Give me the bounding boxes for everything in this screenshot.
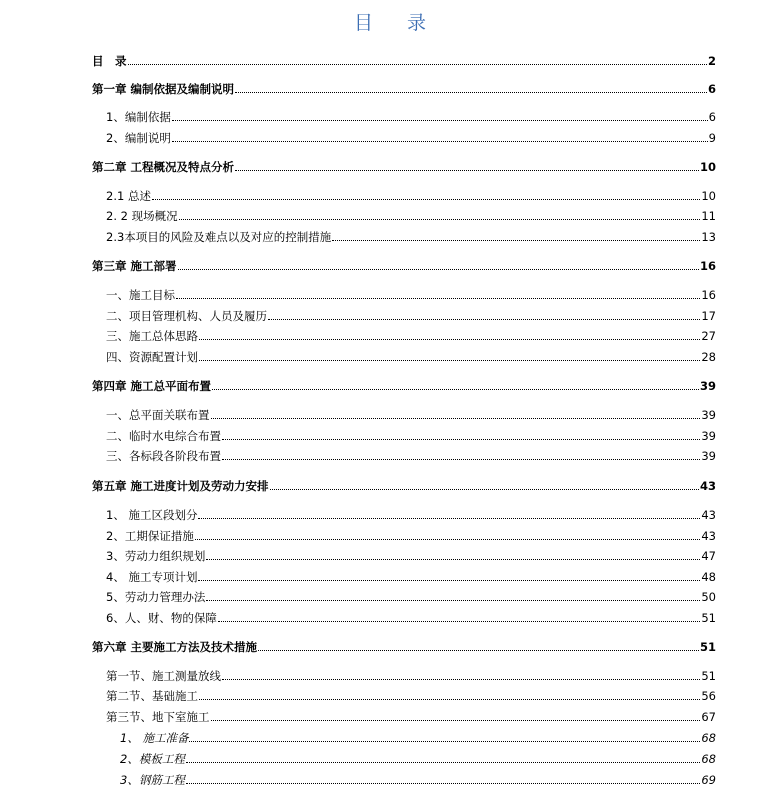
toc-entry-page-number: 51 xyxy=(701,611,716,625)
toc-entry[interactable] xyxy=(92,259,716,273)
toc-dot-leader xyxy=(189,740,700,742)
toc-entry[interactable] xyxy=(92,640,716,654)
toc-entry-page-number: 13 xyxy=(701,230,716,244)
toc-entry-text: 4、 施工专项计划 xyxy=(106,570,198,584)
toc-dot-leader xyxy=(222,678,700,680)
toc-entry[interactable] xyxy=(106,529,716,543)
toc-entry-page-number: 9 xyxy=(708,131,716,145)
toc-entry-text: 第三节、地下室施工 xyxy=(106,710,210,724)
toc-entry-text: 2、模板工程 xyxy=(120,752,185,766)
toc-dot-leader xyxy=(235,169,699,171)
toc-entry[interactable] xyxy=(106,611,716,625)
toc-entry[interactable] xyxy=(106,189,716,203)
toc-entry-page-number: 10 xyxy=(701,189,716,203)
toc-entry[interactable] xyxy=(106,549,716,563)
toc-entry-text: 第四章 施工总平面布置 xyxy=(92,379,212,393)
toc-entry-text: 一、总平面关联布置 xyxy=(106,408,210,422)
toc-entry-page-number: 39 xyxy=(699,379,716,393)
toc-dot-leader xyxy=(199,698,700,700)
toc-entry-text: 2.3本项目的风险及难点以及对应的控制措施 xyxy=(106,230,332,244)
toc-entry-page-number: 67 xyxy=(701,710,716,724)
toc-dot-leader xyxy=(211,417,701,419)
toc-dot-leader xyxy=(198,579,700,581)
toc-entry-page-number: 43 xyxy=(701,529,716,543)
toc-entry-page-number: 69 xyxy=(701,773,716,787)
toc-entry-page-number: 16 xyxy=(701,288,716,302)
toc-entry-page-number: 17 xyxy=(701,309,716,323)
toc-entry[interactable] xyxy=(106,710,716,724)
toc-entry-text: 5、劳动力管理办法 xyxy=(106,590,206,604)
toc-entry-text: 第六章 主要施工方法及技术措施 xyxy=(92,640,258,654)
toc-entry[interactable] xyxy=(106,131,716,145)
toc-entry-text: 3、劳动力组织规划 xyxy=(106,549,206,563)
toc-dot-leader xyxy=(222,458,700,460)
toc-entry[interactable] xyxy=(92,379,716,393)
toc-entry-page-number: 56 xyxy=(701,689,716,703)
toc-dot-leader xyxy=(270,488,699,490)
toc-entry-text: 2. 2 现场概况 xyxy=(106,209,178,223)
toc-dot-leader xyxy=(222,438,700,440)
toc-entry-text: 第一章 编制依据及编制说明 xyxy=(92,82,235,96)
toc-entry-page-number: 28 xyxy=(701,350,716,364)
toc-dot-leader xyxy=(199,359,700,361)
toc-dot-leader xyxy=(218,620,701,622)
toc-dot-leader xyxy=(186,761,701,763)
toc-entry-page-number: 39 xyxy=(701,429,716,443)
toc-entry[interactable] xyxy=(106,329,716,343)
toc-entry-text: 二、项目管理机构、人员及履历 xyxy=(106,309,267,323)
toc-dot-leader xyxy=(198,517,700,519)
toc-entry-page-number: 6 xyxy=(708,110,716,124)
toc-entry[interactable] xyxy=(106,309,716,323)
toc-entry-page-number: 27 xyxy=(701,329,716,343)
toc-dot-leader xyxy=(268,318,700,320)
toc-entry-page-number: 51 xyxy=(699,640,716,654)
toc-entry[interactable] xyxy=(106,590,716,604)
toc-entry-page-number: 48 xyxy=(701,570,716,584)
toc-entry-page-number: 39 xyxy=(701,408,716,422)
toc-entry[interactable] xyxy=(120,752,716,766)
toc-entry-text: 一、施工目标 xyxy=(106,288,175,302)
toc-entry-page-number: 10 xyxy=(699,160,716,174)
toc-entry[interactable] xyxy=(106,669,716,683)
toc-dot-leader xyxy=(195,538,701,540)
toc-dot-leader xyxy=(186,782,701,784)
toc-entry-page-number: 43 xyxy=(699,479,716,493)
toc-entry-page-number: 11 xyxy=(701,209,716,223)
toc-title: 目 录 xyxy=(353,12,441,34)
toc-entry-page-number: 43 xyxy=(701,508,716,522)
toc-dot-leader xyxy=(172,119,708,121)
toc-entry-text: 3、钢筋工程 xyxy=(120,773,185,787)
toc-entry[interactable] xyxy=(120,773,716,787)
toc-entry-text: 2.1 总述 xyxy=(106,189,151,203)
toc-entry[interactable] xyxy=(106,449,716,463)
toc-dot-leader xyxy=(178,268,699,270)
toc-entry[interactable] xyxy=(106,110,716,124)
toc-entry[interactable] xyxy=(106,570,716,584)
toc-entry-text: 2、编制说明 xyxy=(106,131,171,145)
toc-entry[interactable] xyxy=(106,689,716,703)
toc-entry[interactable] xyxy=(120,731,716,745)
toc-dot-leader xyxy=(128,63,707,65)
toc-dot-leader xyxy=(235,91,707,93)
toc-dot-leader xyxy=(206,599,700,601)
toc-entry[interactable] xyxy=(106,508,716,522)
toc-entry-text: 第二章 工程概况及特点分析 xyxy=(92,160,235,174)
toc-entry-page-number: 50 xyxy=(701,590,716,604)
toc-entry[interactable] xyxy=(106,350,716,364)
toc-entry[interactable] xyxy=(92,160,716,174)
toc-dot-leader xyxy=(206,558,700,560)
toc-entry-text: 四、资源配置计划 xyxy=(106,350,198,364)
toc-dot-leader xyxy=(176,297,700,299)
toc-entry-text: 第二节、基础施工 xyxy=(106,689,198,703)
toc-entry-text: 三、各标段各阶段布置 xyxy=(106,449,221,463)
toc-entry-text: 1、 施工区段划分 xyxy=(106,508,198,522)
toc-entry-page-number: 47 xyxy=(701,549,716,563)
toc-entry-text: 三、施工总体思路 xyxy=(106,329,198,343)
toc-entry-page-number: 51 xyxy=(701,669,716,683)
toc-entry-page-number: 16 xyxy=(699,259,716,273)
toc-entry-text: 1、 施工准备 xyxy=(120,731,189,745)
toc-entry-text: 第三章 施工部署 xyxy=(92,259,177,273)
toc-entry-page-number: 68 xyxy=(701,731,716,745)
toc-entry[interactable] xyxy=(106,429,716,443)
toc-entry-page-number: 39 xyxy=(701,449,716,463)
toc-entry[interactable] xyxy=(106,230,716,244)
toc-dot-leader xyxy=(152,198,700,200)
toc-dot-leader xyxy=(172,140,708,142)
toc-entry-text: 2、工期保证措施 xyxy=(106,529,194,543)
toc-dot-leader xyxy=(211,719,701,721)
toc-entry[interactable] xyxy=(92,479,716,493)
toc-dot-leader xyxy=(332,239,700,241)
toc-entry-text: 第五章 施工进度计划及劳动力安排 xyxy=(92,479,269,493)
toc-entry-text: 二、临时水电综合布置 xyxy=(106,429,221,443)
toc-entry-text: 第一节、施工测量放线 xyxy=(106,669,221,683)
toc-entry[interactable] xyxy=(92,82,716,96)
toc-entry-page-number: 6 xyxy=(707,82,716,96)
toc-entry-text: 目 录 xyxy=(92,54,127,68)
toc-entry[interactable] xyxy=(106,408,716,422)
toc-dot-leader xyxy=(199,338,700,340)
toc-entry-text: 1、编制依据 xyxy=(106,110,171,124)
toc-dot-leader xyxy=(212,388,699,390)
toc-entry[interactable] xyxy=(106,288,716,302)
toc-dot-leader xyxy=(179,218,701,220)
toc-entry[interactable] xyxy=(106,209,716,223)
toc-entry-text: 6、人、财、物的保障 xyxy=(106,611,217,625)
toc-entry[interactable] xyxy=(92,54,716,68)
toc-entry-page-number: 2 xyxy=(707,54,716,68)
toc-entry-page-number: 68 xyxy=(701,752,716,766)
toc-dot-leader xyxy=(258,649,699,651)
